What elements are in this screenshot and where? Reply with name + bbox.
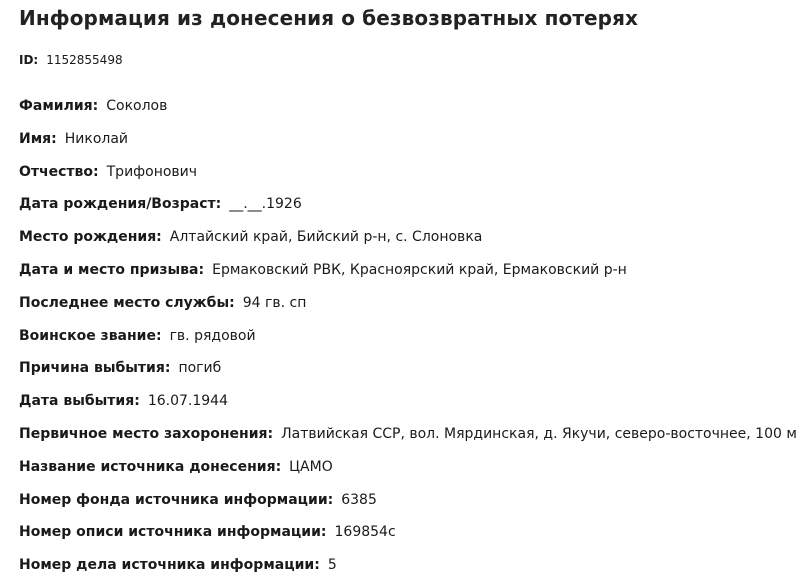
field-value: 169854с bbox=[334, 524, 396, 541]
field-birth-place bbox=[19, 226, 797, 259]
field-burial-place bbox=[19, 423, 797, 456]
field-label: Номер фонда источника информации: bbox=[19, 491, 334, 508]
field-source-name bbox=[19, 456, 797, 489]
field-label: Последнее место службы: bbox=[19, 294, 235, 311]
field-label: Первичное место захоронения: bbox=[19, 425, 274, 442]
field-first-name bbox=[19, 128, 797, 161]
field-loss-reason bbox=[19, 357, 797, 390]
record-fields-list bbox=[19, 95, 797, 581]
field-label: Дата рождения/Возраст: bbox=[19, 196, 222, 213]
field-label: Имя: bbox=[19, 130, 57, 147]
field-label: Название источника донесения: bbox=[19, 458, 282, 475]
field-value: Соколов bbox=[106, 98, 168, 114]
field-birth-date bbox=[19, 193, 797, 226]
field-value: гв. рядовой bbox=[169, 327, 256, 344]
field-value: Трифонович bbox=[106, 163, 198, 180]
field-value: 5 bbox=[327, 557, 337, 574]
field-label: Причина выбытия: bbox=[19, 360, 171, 377]
field-rank bbox=[19, 325, 797, 358]
field-file-number bbox=[19, 554, 797, 581]
field-conscription bbox=[19, 259, 797, 292]
field-value: 94 гв. сп bbox=[242, 294, 307, 311]
field-loss-date bbox=[19, 390, 797, 423]
field-label: Дата и место призыва: bbox=[19, 261, 205, 278]
record-id-value: 1152855498 bbox=[46, 53, 123, 67]
field-label: Номер дела источника информации: bbox=[19, 557, 320, 574]
field-label: Номер описи источника информации: bbox=[19, 524, 327, 541]
field-value: ЦАМО bbox=[289, 458, 333, 475]
field-value: Николай bbox=[64, 130, 129, 147]
page-title: Информация из донесения о безвозвратных потерях bbox=[19, 6, 639, 30]
field-patronymic bbox=[19, 161, 797, 194]
field-value: __.__.1926 bbox=[229, 196, 302, 213]
field-inventory-number bbox=[19, 521, 797, 554]
field-value: 6385 bbox=[341, 491, 377, 508]
record-id-row bbox=[19, 53, 123, 67]
field-label: Фамилия: bbox=[19, 98, 99, 114]
field-label: Отчество: bbox=[19, 163, 99, 180]
field-label: Место рождения: bbox=[19, 229, 162, 246]
field-value: 16.07.1944 bbox=[147, 393, 228, 410]
field-value: Ермаковский РВК, Красноярский край, Ермаковский р-н bbox=[212, 261, 627, 278]
field-value: Алтайский край, Бийский р-н, с. Слоновка bbox=[169, 229, 483, 246]
field-last-service bbox=[19, 292, 797, 325]
field-value: Латвийская ССР, вол. Мярдинская, д. Якучи, северо-восточнее, 100 м bbox=[281, 425, 797, 442]
field-label: Дата выбытия: bbox=[19, 393, 140, 410]
field-fond-number bbox=[19, 489, 797, 522]
field-label: Воинское звание: bbox=[19, 327, 162, 344]
field-value: погиб bbox=[178, 360, 222, 377]
record-id-label: ID: bbox=[19, 53, 39, 67]
field-surname bbox=[19, 95, 797, 128]
